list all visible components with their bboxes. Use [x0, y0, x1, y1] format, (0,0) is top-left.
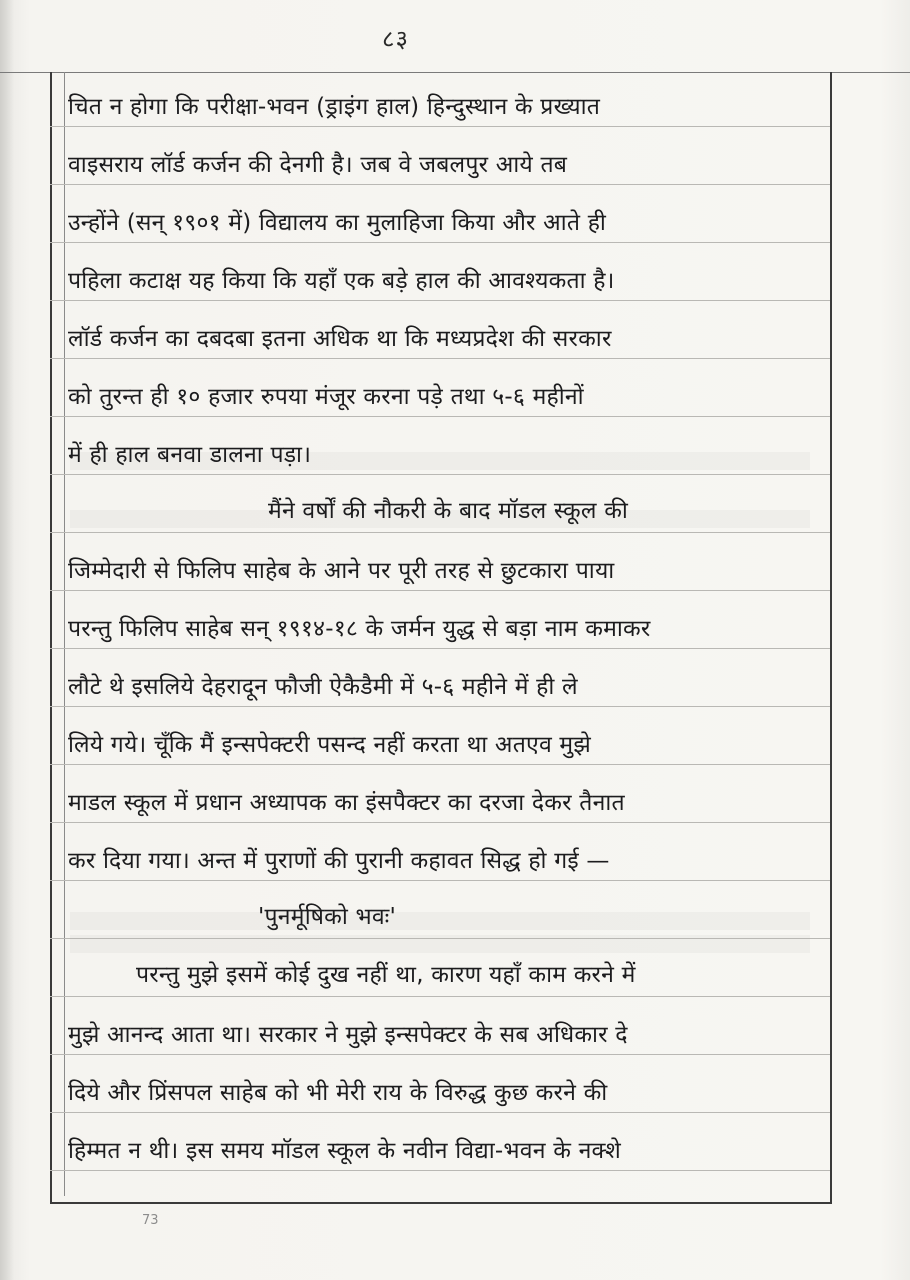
text-line: मुझे आनन्द आता था। सरकार ने मुझे इन्सपेक्टर के सब अधिकार दे [68, 1022, 628, 1048]
ruled-line [50, 880, 830, 881]
text-line: लौटे थे इसलिये देहरादून फौजी ऐकैडैमी में ५-६ महीने में ही ले [68, 674, 578, 700]
text-line: माडल स्कूल में प्रधान अध्यापक का इंसपैक्टर का दरजा देकर तैनात [68, 790, 625, 816]
text-line: कर दिया गया। अन्त में पुराणों की पुरानी कहावत सिद्ध हो गई — [68, 848, 610, 874]
text-line: पहिला कटाक्ष यह किया कि यहाँ एक बड़े हाल की आवश्यकता है। [68, 268, 615, 294]
text-line: उन्होंने (सन् १९०१ में) विद्यालय का मुलाहिजा किया और आते ही [68, 210, 607, 236]
text-line: चित न होगा कि परीक्षा-भवन (ड्राइंग हाल) हिन्दुस्थान के प्रख्यात [68, 94, 601, 120]
ruled-line [50, 474, 830, 475]
ruled-line [50, 184, 830, 185]
paragraph-start-line: परन्तु मुझे इसमें कोई दुख नहीं था, कारण यहाँ काम करने में [136, 962, 636, 988]
quote-line: 'पुनर्मूषिको भवः' [258, 904, 397, 930]
ruled-line [50, 1112, 830, 1113]
ruled-line [50, 126, 830, 127]
ruled-line [50, 242, 830, 243]
ruled-line [50, 822, 830, 823]
text-line: लॉर्ड कर्जन का दबदबा इतना अधिक था कि मध्यप्रदेश की सरकार [68, 326, 612, 352]
footer-note: 73 [142, 1213, 159, 1228]
ruled-line [50, 648, 830, 649]
ruled-line [50, 706, 830, 707]
paragraph-start-line: मैंने वर्षों की नौकरी के बाद मॉडल स्कूल की [268, 498, 629, 524]
margin-line [64, 72, 65, 1196]
ruled-line [50, 764, 830, 765]
ruled-line [50, 590, 830, 591]
ruled-line [50, 416, 830, 417]
ruled-line [50, 358, 830, 359]
page-number: ८३ [382, 25, 409, 53]
text-line: हिम्मत न थी। इस समय मॉडल स्कूल के नवीन विद्या-भवन के नक्शे [68, 1138, 621, 1164]
ruled-line [50, 300, 830, 301]
text-line: लिये गये। चूँकि मैं इन्सपेक्टरी पसन्द नहीं करता था अतएव मुझे [68, 732, 591, 758]
spine-shadow [0, 0, 14, 1280]
text-line: में ही हाल बनवा डालना पड़ा। [68, 442, 312, 468]
ruled-line [50, 1170, 830, 1171]
ruled-line [50, 1054, 830, 1055]
text-line: दिये और प्रिंसपल साहेब को भी मेरी राय के विरुद्ध कुछ करने की [68, 1080, 608, 1106]
text-line: वाइसराय लॉर्ड कर्जन की देनगी है। जब वे जबलपुर आये तब [68, 152, 568, 178]
text-line: जिम्मेदारी से फिलिप साहेब के आने पर पूरी तरह से छुटकारा पाया [68, 558, 615, 584]
ruled-line [50, 996, 830, 997]
ruled-line [50, 532, 830, 533]
text-line: को तुरन्त ही १० हजार रुपया मंजूर करना पड़े तथा ५-६ महीनों [68, 384, 584, 410]
text-line: परन्तु फिलिप साहेब सन् १९१४-१८ के जर्मन युद्ध से बड़ा नाम कमाकर [68, 616, 651, 642]
ruled-line [50, 938, 830, 939]
